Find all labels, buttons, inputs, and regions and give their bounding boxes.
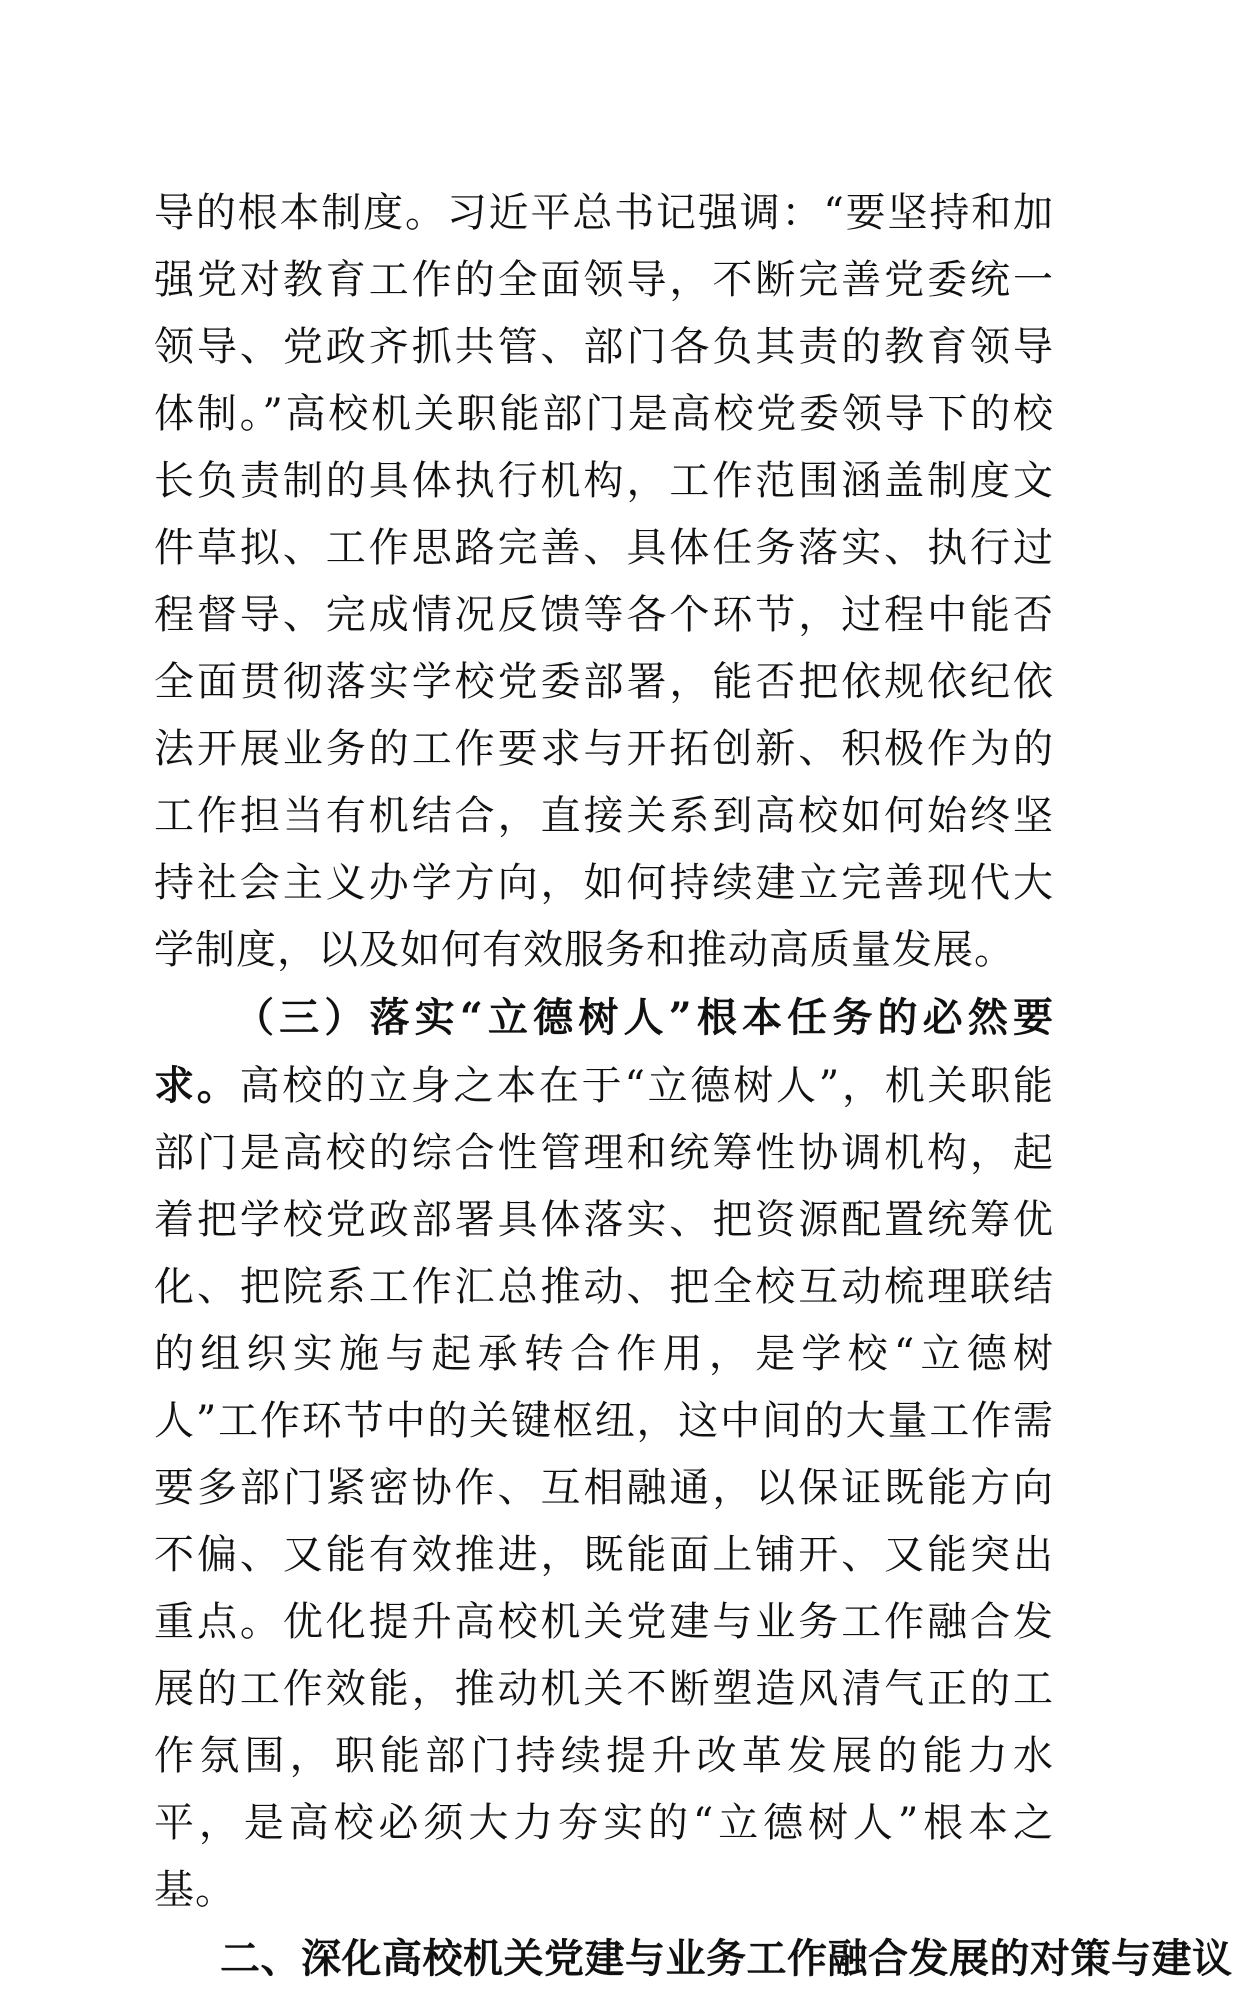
paragraph-moral-education: [154, 984, 1054, 1924]
paragraph-label: （三）落实“立德树人”根本任务的必然要求。: [154, 994, 1054, 1109]
document-body: [154, 180, 1233, 1993]
paragraph-text: 高校的立身之本在于“立德树人”，机关职能部门是高校的综合性管理和统筹性协调机构，起着把学校党政部署具体落实、把资源配置统筹优化、把院系工作汇总推动、把全校互动梳理联结的组织实施与起承转合作用，是学校“立德树人”工作环节中的关键枢纽，这中间的大量工作需要多部门紧密协作、互相融通，以保证既能方向不偏、又能有效推进，既能面上铺开、又能突出重点。优化提升高校机关党建与业务工作融合发展的工作效能，推动机关不断塑造风清气正的工作氛围，职能部门持续提升改革发展的能力水平，是高校必须大力夯实的“立德树人”根本之基。: [154, 1063, 1055, 1913]
paragraph-root-system: 导的根本制度。习近平总书记强调：“要坚持和加强党对教育工作的全面领导，不断完善党委统一领导、党政齐抓共管、部门各负其责的教育领导体制。”高校机关职能部门是高校党委领导下的校长负责制的具体执行机构，工作范围涵盖制度文件草拟、工作思路完善、具体任务落实、执行过程督导、完成情况反馈等各个环节，过程中能否全面贯彻落实学校党委部署，能否把依规依纪依法开展业务的工作要求与开拓创新、积极作为的工作担当有机结合，直接关系到高校如何始终坚持社会主义办学方向，如何持续建立完善现代大学制度，以及如何有效服务和推动高质量发展。: [154, 190, 1054, 973]
section-heading: 二、深化高校机关党建与业务工作融合发展的对策与建议: [220, 1936, 1233, 1982]
